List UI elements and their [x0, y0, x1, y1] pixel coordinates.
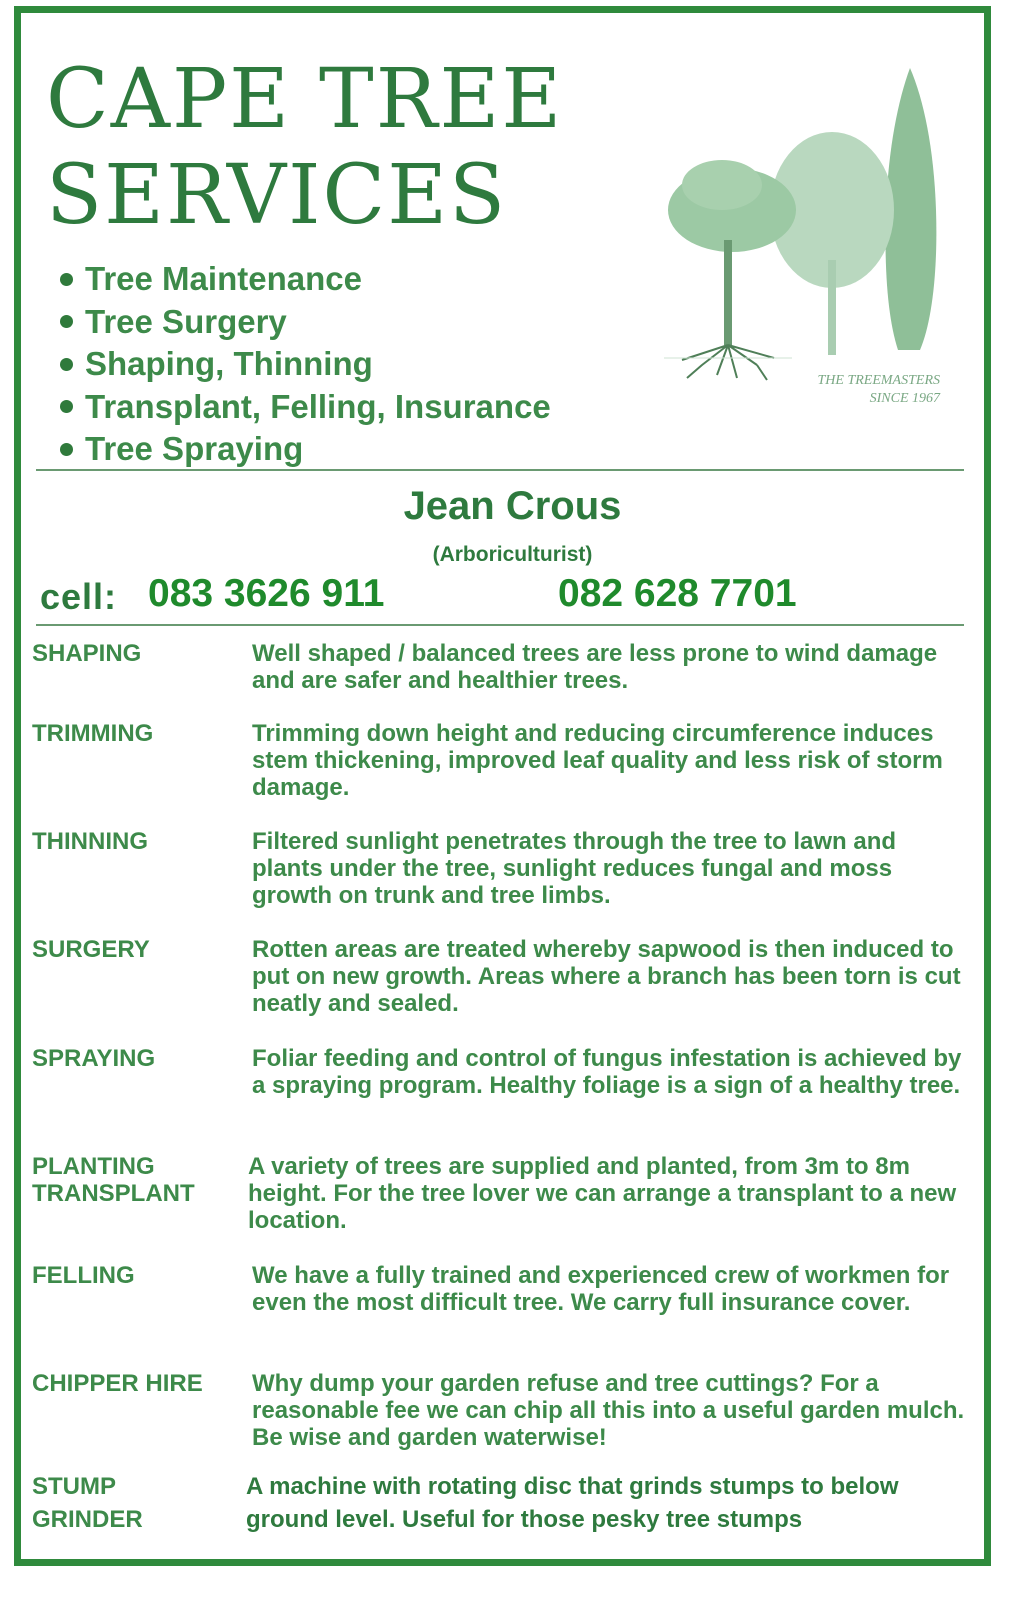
service-label: THINNING: [32, 828, 148, 855]
service-description: A variety of trees are supplied and planted, from 3m to 8m height. For the tree lover we can arrange a transplant to a new location.: [248, 1153, 957, 1234]
service-bullet-list: [60, 258, 551, 471]
service-label: PLANTING TRANSPLANT: [32, 1153, 195, 1207]
service-description: Well shaped / balanced trees are less prone to wind damage and are safer and healthier trees.: [252, 640, 938, 694]
bullet-item: Tree Maintenance: [60, 258, 551, 301]
service-description: Trimming down height and reducing circumference induces stem thickening, improved leaf quality and less risk of storm damage.: [252, 720, 943, 801]
title-line-2: SERVICES: [46, 148, 508, 243]
bullet-icon: [60, 358, 73, 371]
service-label: TRIMMING: [32, 720, 154, 747]
bullet-item: Shaping, Thinning: [60, 343, 551, 386]
service-description: Foliar feeding and control of fungus infestation is achieved by a spraying program. Healthy foliage is a sign of a healthy tree.: [252, 1045, 962, 1099]
phone-number-1: 083 3626 911: [148, 572, 385, 615]
service-label: SPRAYING: [32, 1045, 156, 1072]
divider: [36, 624, 964, 626]
contact-role: (Arboriculturist): [432, 543, 593, 566]
divider: [36, 469, 964, 471]
contact-name: Jean Crous: [403, 484, 622, 528]
bullet-item: Transplant, Felling, Insurance: [60, 386, 551, 429]
service-description: We have a fully trained and experienced crew of workmen for even the most difficult tree. We carry full insurance cover.: [252, 1262, 950, 1316]
service-label: FELLING: [32, 1262, 135, 1289]
cell-label: cell:: [40, 576, 118, 617]
service-description: Filtered sunlight penetrates through the tree to lawn and plants under the tree, sunlight reduces fungal and moss growth on trunk and tree limbs.: [252, 828, 897, 909]
trees-illustration-icon: [662, 60, 962, 420]
bullet-item: Tree Spraying: [60, 428, 551, 471]
tagline: THE TREEMASTERS SINCE 1967: [817, 373, 940, 406]
bullet-icon: [60, 400, 73, 413]
phone-number-2: 082 628 7701: [558, 572, 797, 615]
bullet-icon: [60, 443, 73, 456]
service-description: Why dump your garden refuse and tree cuttings? For a reasonable fee we can chip all this into a useful garden mulch. Be wise and garden waterwise!: [252, 1370, 965, 1451]
service-description: A machine with rotating disc that grinds stumps to below ground level. Useful for those pesky tree stumps: [246, 1473, 899, 1533]
service-description: Rotten areas are treated whereby sapwood is then induced to put on new growth. Areas where a branch has been torn is cut neatly and sealed.: [252, 936, 961, 1017]
title-line-1: CAPE TREE: [46, 52, 564, 147]
company-title: [46, 52, 563, 244]
service-label: SHAPING: [32, 640, 142, 667]
service-label: CHIPPER HIRE: [32, 1370, 203, 1397]
bullet-item: Tree Surgery: [60, 301, 551, 344]
service-label: SURGERY: [32, 936, 150, 963]
bullet-icon: [60, 315, 73, 328]
service-label: STUMP GRINDER: [32, 1473, 143, 1533]
bullet-icon: [60, 273, 73, 286]
